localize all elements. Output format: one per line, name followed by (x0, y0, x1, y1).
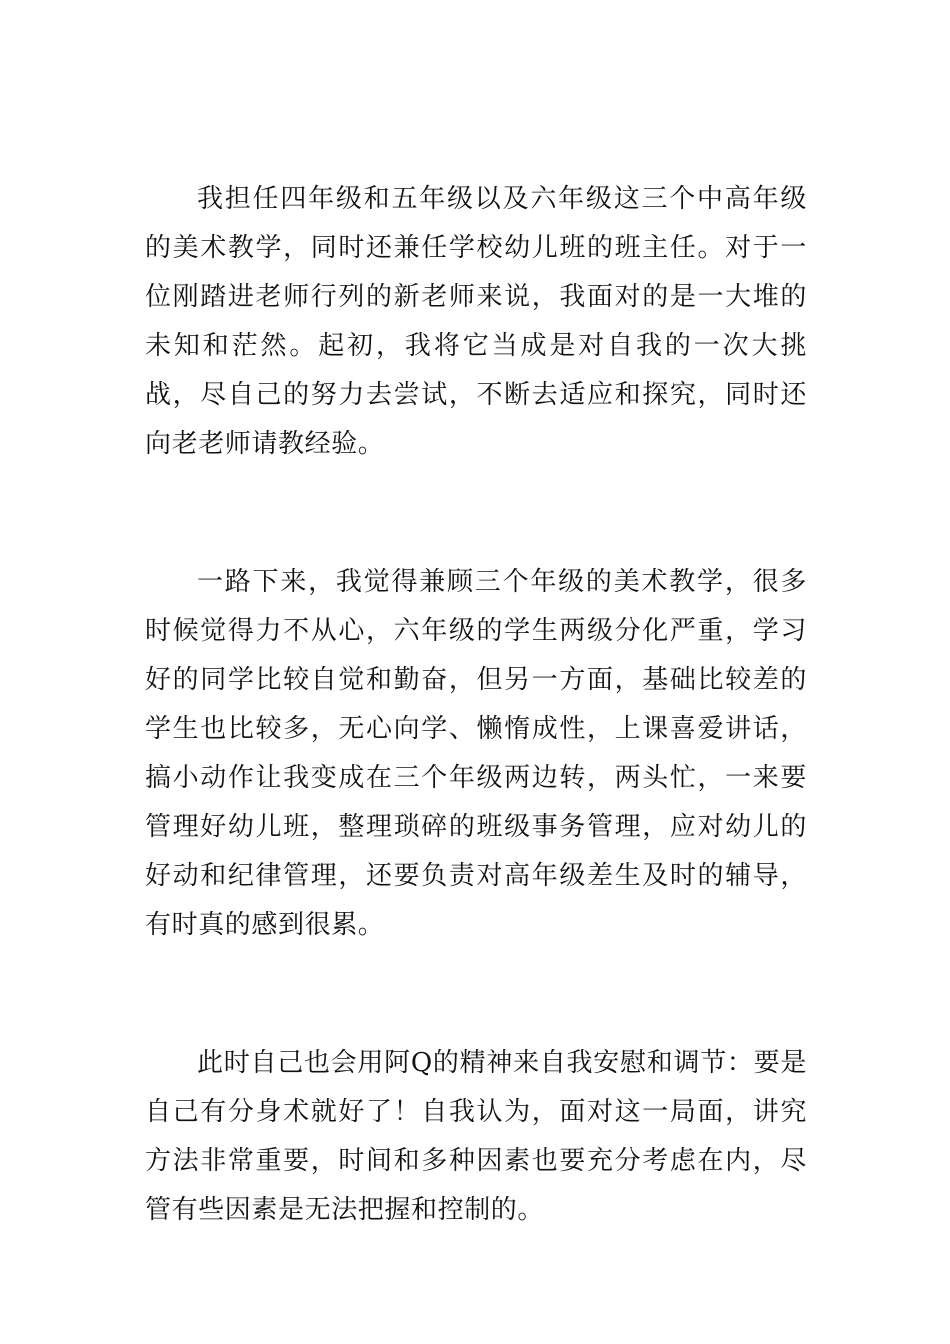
document-body (145, 175, 807, 1235)
paragraph-2: 一路下来，我觉得兼顾三个年级的美术教学，很多时候觉得力不从心，六年级的学生两级分化严重，学习好的同学比较自觉和勤奋，但另一方面，基础比较差的学生也比较多，无心向学、懒惰成性，上课喜爱讲话，搞小动作让我变成在三个年级两边转，两头忙，一来要管理好幼儿班，整理琐碎的班级事务管理，应对幼儿的好动和纪律管理，还要负责对高年级差生及时的辅导，有时真的感到很累。 (145, 567, 807, 940)
paragraph-1: 我担任四年级和五年级以及六年级这三个中高年级的美术教学，同时还兼任学校幼儿班的班主任。对于一位刚踏进老师行列的新老师来说，我面对的是一大堆的未知和茫然。起初，我将它当成是对自我的一次大挑战，尽自己的努力去尝试，不断去适应和探究，同时还向老老师请教经验。 (145, 184, 807, 459)
paragraph-3: 此时自己也会用阿Q的精神来自我安慰和调节：要是自己有分身术就好了！自我认为，面对这一局面，讲究方法非常重要，时间和多种因素也要充分考虑在内，尽管有些因素是无法把握和控制的。 (145, 1048, 807, 1225)
